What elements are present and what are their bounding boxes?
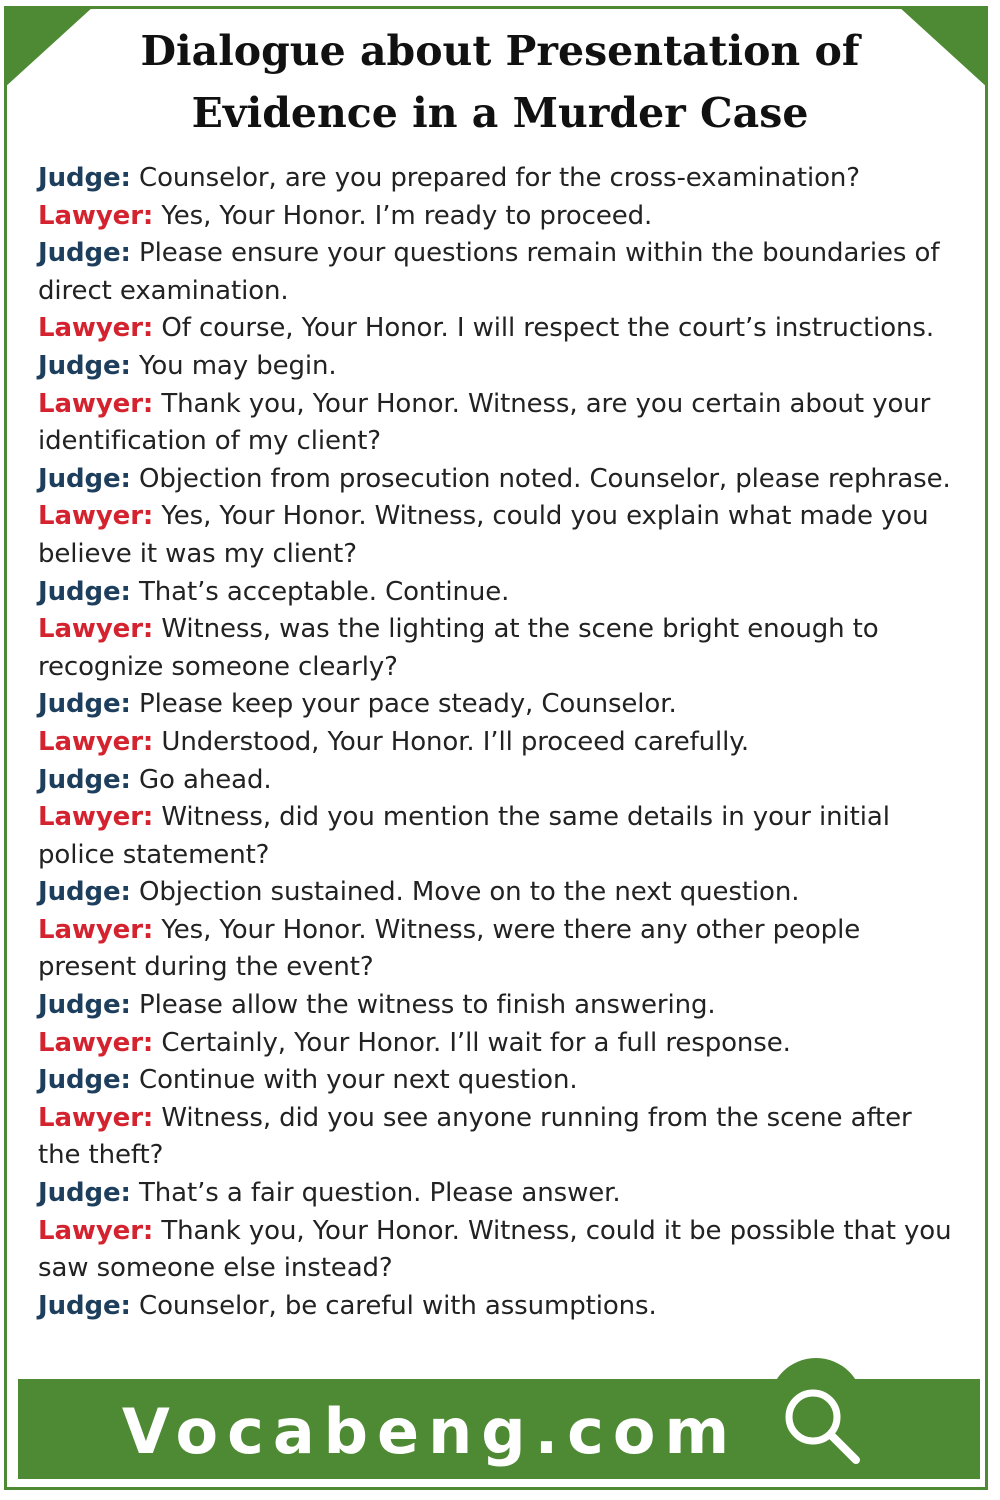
dialogue-line [38,160,958,198]
dialogue-line [38,1062,958,1100]
dialogue-line [38,874,958,912]
dialogue-text: Please allow the witness to finish answering. [130,990,716,1021]
dialogue-text: That’s a fair question. Please answer. [130,1178,621,1209]
dialogue-text: Yes, Your Honor. I’m ready to proceed. [153,200,653,231]
lawyer-speaker-label: Lawyer: [38,313,154,344]
dialogue-line [38,1100,958,1175]
dialogue-text: Thank you, Your Honor. Witness, are you certain about your identification of my client? [38,388,931,457]
lawyer-speaker-label: Lawyer: [38,614,154,645]
dialogue-text: Objection sustained. Move on to the next question. [130,877,800,908]
lawyer-speaker-label: Lawyer: [38,914,154,945]
dialogue-text: Yes, Your Honor. Witness, were there any other people present during the event? [38,914,861,983]
dialogue-line [38,912,958,987]
judge-speaker-label: Judge: [38,1065,131,1096]
dialogue-text: Counselor, be careful with assumptions. [130,1290,657,1321]
lawyer-speaker-label: Lawyer: [38,726,154,757]
dialogue-text: Thank you, Your Honor. Witness, could it be possible that you saw someone else instead? [38,1215,952,1284]
dialogue-text: Go ahead. [130,764,272,795]
lawyer-speaker-label: Lawyer: [38,388,154,419]
dialogue-line [38,386,958,461]
dialogue-text: Witness, did you mention the same details in your initial police statement? [38,802,890,870]
judge-speaker-label: Judge: [38,1178,131,1209]
corner-decoration-right [898,6,988,88]
title-line-1: Dialogue about Presentation of [140,27,860,75]
judge-speaker-label: Judge: [38,1290,131,1321]
lawyer-speaker-label: Lawyer: [38,501,154,532]
dialogue-text: Witness, was the lighting at the scene bright enough to recognize someone clearly? [38,614,879,682]
dialogue-text: Please keep your pace steady, Counselor. [130,689,677,720]
dialogue-text: That’s acceptable. Continue. [130,576,510,607]
judge-speaker-label: Judge: [38,163,131,193]
dialogue-line [38,799,958,874]
judge-speaker-label: Judge: [38,576,131,607]
judge-speaker-label: Judge: [38,764,131,795]
judge-speaker-label: Judge: [38,350,131,381]
search-icon[interactable] [780,1384,866,1470]
lawyer-speaker-label: Lawyer: [38,1027,154,1058]
dialogue-list [38,160,958,1325]
page-title [110,20,890,144]
judge-speaker-label: Judge: [38,463,131,494]
dialogue-text: Objection from prosecution noted. Counselor, please rephrase. [130,463,951,494]
dialogue-line [38,198,958,236]
dialogue-text: Witness, did you see anyone running from the scene after the theft? [38,1102,912,1171]
dialogue-text: You may begin. [130,350,337,381]
lawyer-speaker-label: Lawyer: [38,1215,154,1246]
dialogue-line [38,461,958,499]
dialogue-text: Yes, Your Honor. Witness, could you explain what made you believe it was my client? [38,501,929,569]
dialogue-line [38,310,958,348]
title-line-2: Evidence in a Murder Case [191,89,809,137]
brand-name[interactable]: Vocabeng.com [121,1395,739,1468]
dialogue-line [38,724,958,762]
dialogue-text: Certainly, Your Honor. I’ll wait for a full response. [153,1027,791,1058]
lawyer-speaker-label: Lawyer: [38,802,154,833]
dialogue-line [38,498,958,573]
lawyer-speaker-label: Lawyer: [38,200,154,231]
dialogue-text: Please ensure your questions remain within the boundaries of direct examination. [38,238,940,306]
dialogue-text: Understood, Your Honor. I’ll proceed carefully. [153,726,750,757]
judge-speaker-label: Judge: [38,238,131,269]
dialogue-text: Counselor, are you prepared for the cross-examination? [130,163,860,193]
judge-speaker-label: Judge: [38,877,131,908]
dialogue-line [38,987,958,1025]
dialogue-line [38,1213,958,1288]
dialogue-line [38,574,958,612]
dialogue-line [38,1288,958,1326]
lawyer-speaker-label: Lawyer: [38,1102,154,1133]
judge-speaker-label: Judge: [38,689,131,720]
dialogue-line [38,611,958,686]
dialogue-line [38,1175,958,1213]
dialogue-text: Continue with your next question. [130,1065,578,1096]
dialogue-line [38,1025,958,1063]
corner-decoration-left [4,6,94,88]
dialogue-line [38,762,958,800]
judge-speaker-label: Judge: [38,990,131,1021]
dialogue-text: Of course, Your Honor. I will respect the court’s instructions. [153,313,935,344]
dialogue-line [38,348,958,386]
dialogue-line [38,686,958,724]
dialogue-line [38,235,958,310]
